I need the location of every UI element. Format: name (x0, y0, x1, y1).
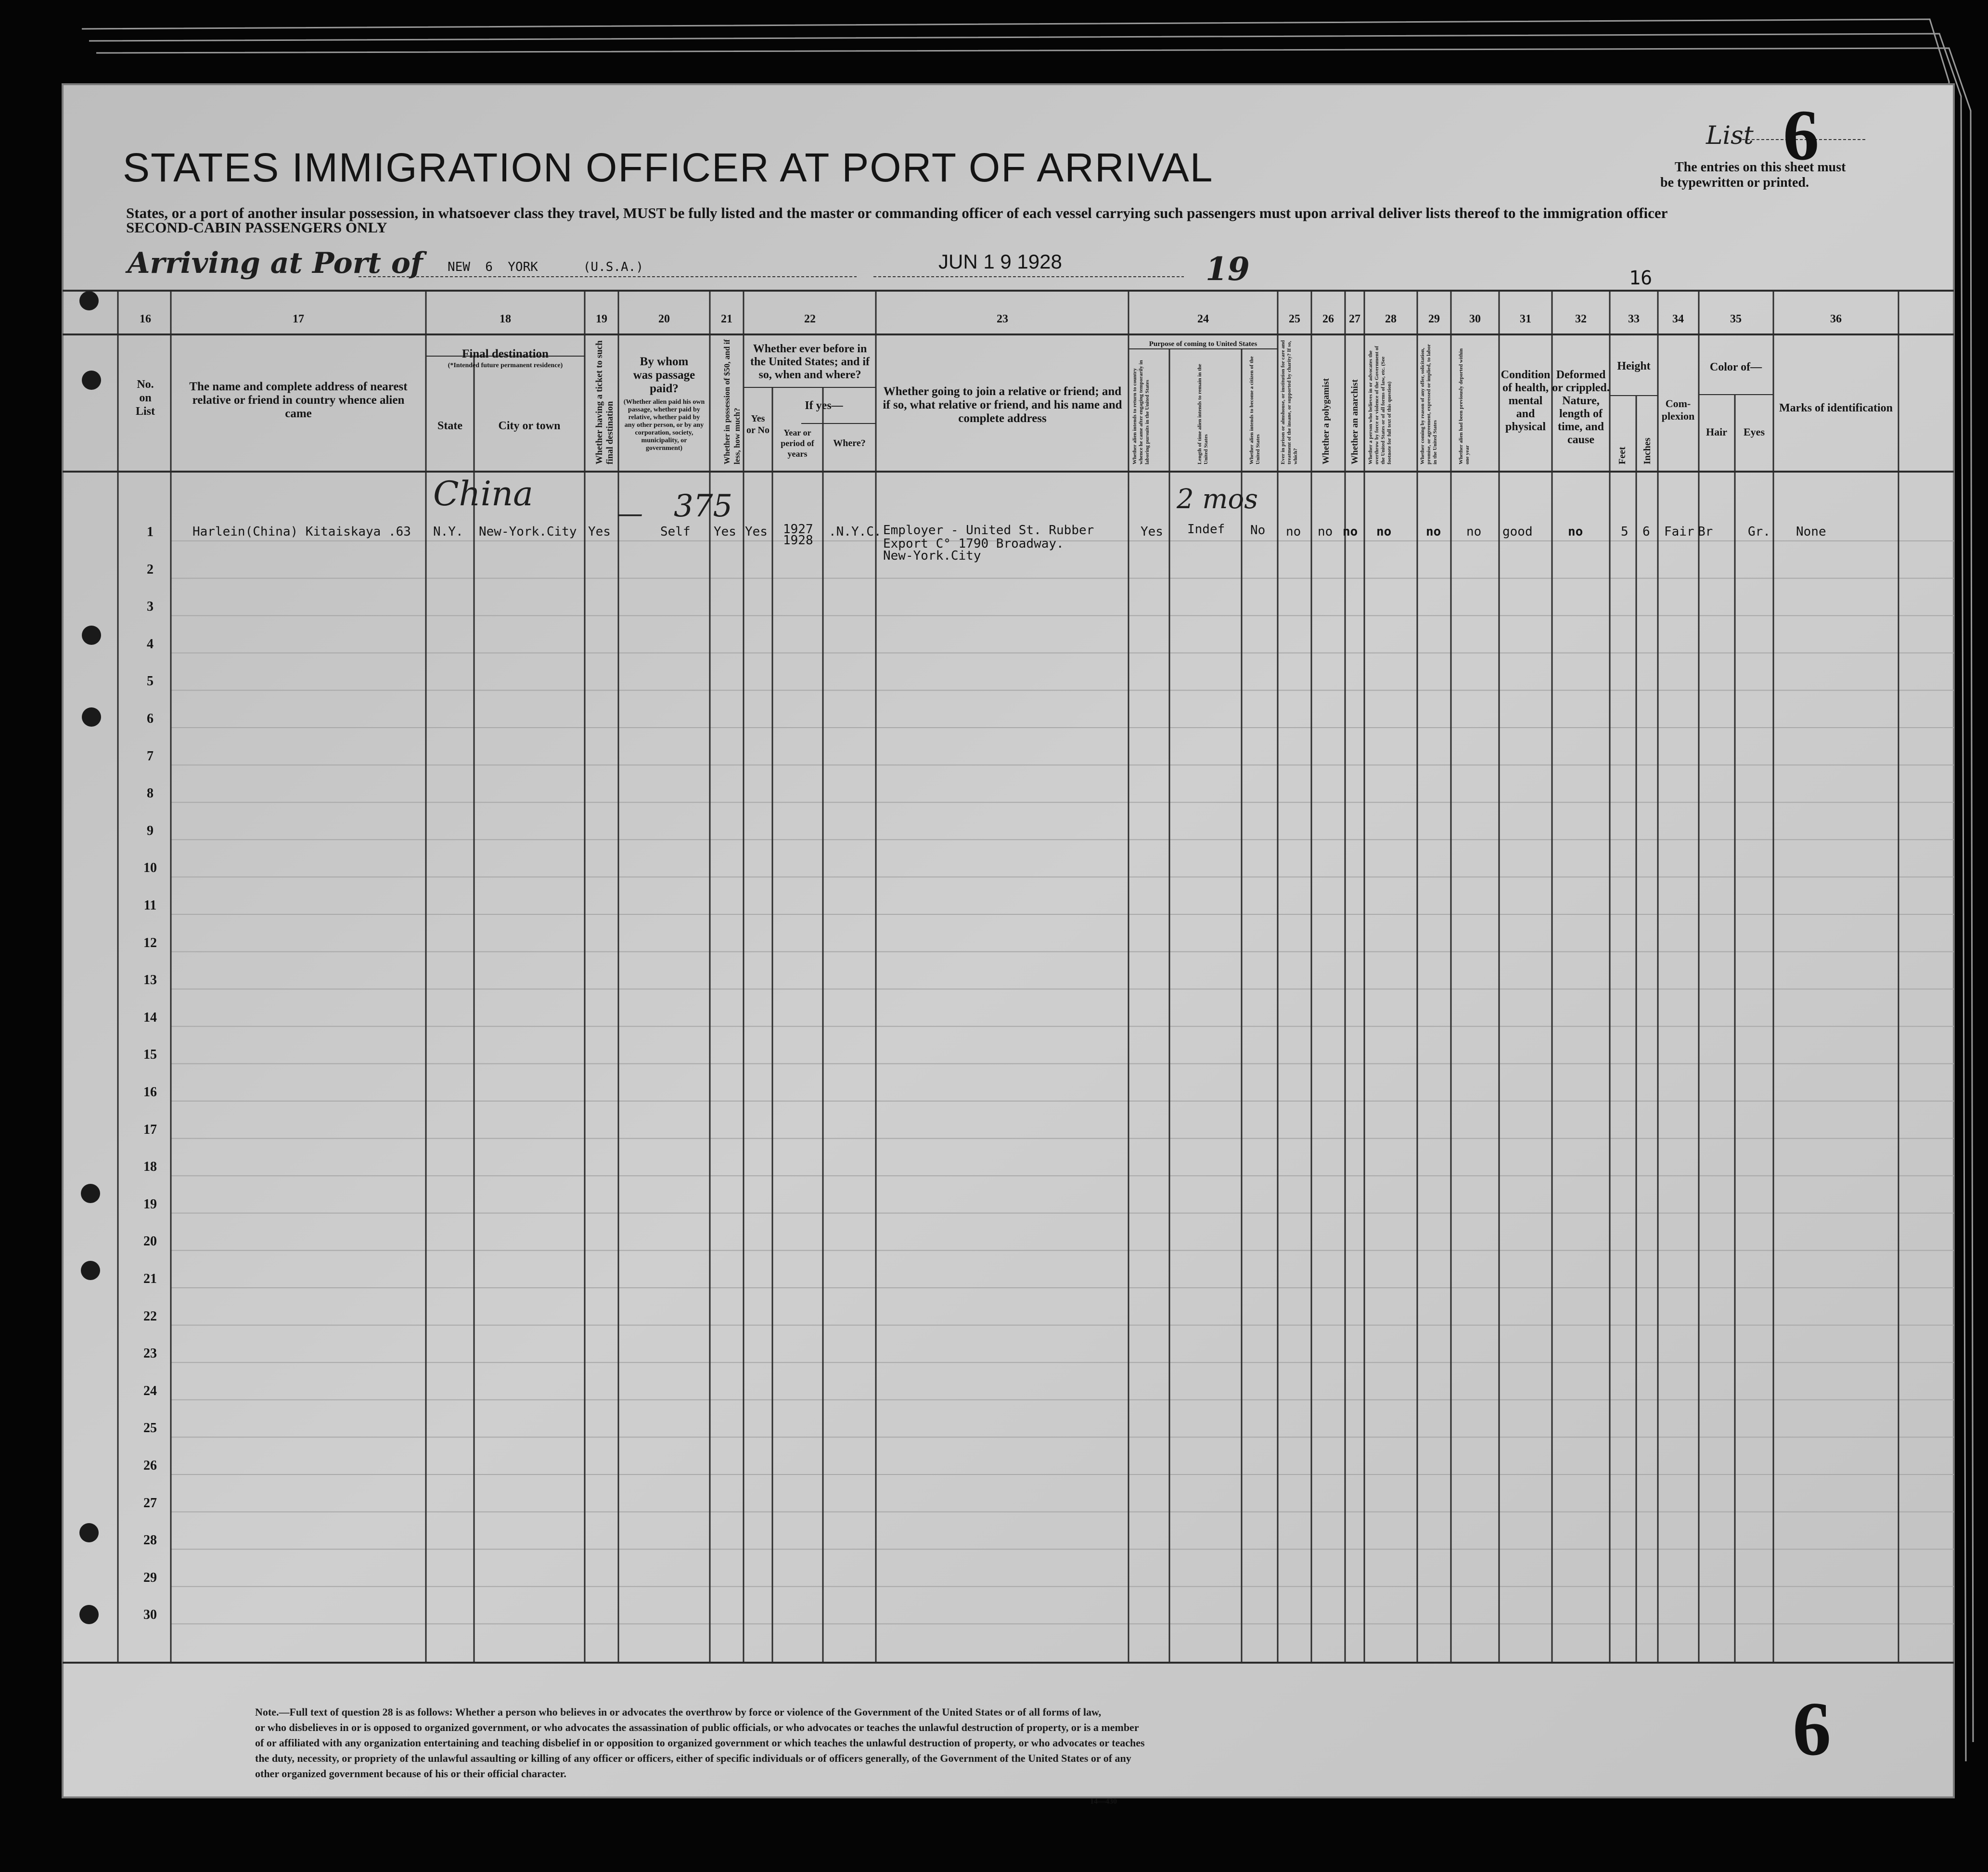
handwritten-dash: — (617, 498, 643, 528)
port-value: NEW 6 YORK (U.S.A.) (448, 260, 643, 274)
cell-relative: Harlein(China) Kitaiskaya .63 (192, 525, 411, 539)
row-number: 10 (143, 860, 157, 876)
footnote-line: of or affiliated with any organization entertaining and teaching disbelief in or opposition to organized government or which teaches the unlawful destruction of property, or who advocates or teaches (255, 1737, 1145, 1749)
row-number: 22 (143, 1308, 157, 1324)
header-no-on-list: No. on List (135, 378, 155, 418)
header-color-of: Color of— (1709, 361, 1762, 373)
header-state: State (437, 420, 462, 432)
column-number: 36 (1830, 313, 1842, 325)
cell-hair: Br (1698, 525, 1713, 539)
list-number: 6 (1783, 95, 1819, 175)
header-q29: Whether coming by reason of any offer, solicitation, promise, or agreement, expressed or implied, to labor in the United States (1420, 344, 1438, 464)
header-hair: Hair (1706, 426, 1727, 438)
year-prefix: 19 (1206, 250, 1250, 288)
row-number: 14 (143, 1010, 157, 1025)
cell-health: good (1502, 525, 1533, 539)
handwritten-two-mos: 2 mos (1177, 484, 1258, 515)
column-number: 34 (1672, 313, 1684, 325)
handwritten-amount: 375 (674, 488, 733, 524)
column-number: 16 (140, 313, 151, 325)
header-deformed: Deformed or crippled. Nature, length of time, and cause (1552, 369, 1610, 446)
header-if-yes: If yes— (805, 399, 843, 412)
header-q30: Whether alien had been previously deported within one year (1458, 348, 1470, 464)
row-number: 28 (143, 1533, 157, 1548)
header-ever-before: Whether ever before in the United States; and if so, when and where? (750, 343, 870, 381)
header-city: City or town (498, 420, 561, 432)
cell-return: Yes (1141, 525, 1163, 539)
row-number: 27 (143, 1495, 157, 1511)
cell-citizen: No (1250, 523, 1266, 538)
entries-note-2: be typewritten or printed. (1660, 175, 1809, 190)
form-title: STATES IMMIGRATION OFFICER AT PORT OF ARRIVAL (123, 145, 1214, 190)
form-subtitle: States, or a port of another insular possession, in whatsoever class they travel, MUST be fully listed and the master or commanding officer of each vessel carrying such passengers must upon arrival deliver lists thereof to the immigration officer (126, 205, 1668, 221)
row-number: 16 (143, 1085, 157, 1100)
paper-sheet (63, 84, 1954, 1797)
arriving-label: Arriving at Port of (128, 246, 423, 280)
cell-feet: 5 (1621, 525, 1629, 539)
header-q28: Whether a person who believes in or advocates the overthrow by force or violence of the Government of the United States or of all forms of law, etc. (See footnote for full text of this question) (1368, 346, 1392, 464)
header-polygamist: Whether a polygamist (1321, 378, 1331, 464)
column-number: 30 (1469, 313, 1481, 325)
row-number: 20 (143, 1234, 157, 1249)
row-number: 18 (143, 1159, 157, 1175)
footnote-line: Note.—Full text of question 28 is as follows: Whether a person who believes in or advocates the overthrow by force or violence of the Government of the United States or of all forms of law, (255, 1706, 1102, 1718)
date-stamp: JUN 1 9 1928 (938, 250, 1062, 273)
row-number: 23 (143, 1346, 157, 1361)
column-number: 23 (997, 313, 1008, 325)
row-number: 15 (143, 1047, 157, 1063)
cell-paid-by: Self (660, 525, 691, 539)
cell-ever-before: Yes (745, 525, 768, 539)
column-number: 33 (1628, 313, 1640, 325)
header-final-destination-note: (*Intended future permanent residence) (448, 362, 563, 369)
header-eyes: Eyes (1744, 426, 1765, 438)
cell-joining-3: New-York.City (883, 549, 981, 563)
footnote-line: the duty, necessity, or propriety of the unlawful assaulting or killing of any officer or officers, either of specific individuals or of officers generally, of the Government of the United States or of any (255, 1752, 1131, 1764)
row-number: 5 (147, 674, 154, 689)
header-purpose-length: Length of time alien intends to remain in the United States (1197, 364, 1209, 464)
cell-years-1: 1927 (783, 522, 813, 537)
row-number: 4 (147, 636, 154, 652)
column-number: 31 (1520, 313, 1531, 325)
cell-q30: no (1466, 525, 1482, 539)
row-number: 26 (143, 1458, 157, 1473)
header-inches: Inches (1642, 437, 1653, 464)
row-number: 7 (147, 748, 154, 764)
cell-anarchist: no (1343, 525, 1358, 539)
cell-polygamist: no (1318, 525, 1333, 539)
list-label: List (1706, 121, 1754, 150)
row-number: 8 (147, 786, 154, 801)
cell-possession: Yes (714, 525, 736, 539)
header-anarchist: Whether an anarchist (1350, 379, 1360, 464)
column-number: 19 (596, 313, 607, 325)
header-where: Where? (833, 438, 866, 449)
header-complexion: Com- plexion (1661, 397, 1695, 422)
header-health: Condition of health, mental and physical (1501, 369, 1551, 433)
column-number: 26 (1322, 313, 1334, 325)
row-number: 3 (147, 599, 154, 615)
header-purpose-citizen: Whether alien intends to become a citizen of the United States (1249, 356, 1261, 464)
cell-eyes: Gr. (1748, 525, 1770, 539)
handwritten-china: China (433, 474, 533, 513)
cell-joining-2: Export C° 1790 Broadway. (883, 537, 1064, 551)
header-yes-or-no: Yes or No (746, 413, 770, 436)
column-number: 20 (658, 313, 670, 325)
column-number: 18 (500, 313, 511, 325)
column-number: 24 (1197, 313, 1209, 325)
cell-q29: no (1426, 525, 1441, 539)
row-number: 17 (143, 1122, 157, 1137)
header-ticket: Whether having a ticket to such final destination (594, 340, 615, 464)
column-number: 35 (1730, 313, 1742, 325)
row-number: 13 (143, 973, 157, 988)
row-number: 12 (143, 935, 157, 950)
header-feet: Feet (1617, 447, 1628, 464)
row-number: 9 (147, 823, 154, 838)
column-number: 22 (804, 313, 816, 325)
column-number: 27 (1349, 313, 1360, 325)
header-height: Height (1617, 360, 1651, 372)
cell-where: .N.Y.C. (829, 525, 882, 539)
page-number: 6 (1793, 1686, 1831, 1771)
header-marks: Marks of identification (1779, 402, 1893, 414)
header-possession: Whether in possession of $50, and if less, how much? (722, 339, 742, 464)
row-number: 21 (143, 1271, 157, 1286)
row-number: 1 (147, 525, 154, 539)
cell-marks: None (1796, 525, 1826, 539)
class-line: SECOND-CABIN PASSENGERS ONLY (126, 219, 387, 236)
footnote-line: other organized government because of his or their official character. (255, 1768, 566, 1780)
row-number: 2 (147, 562, 154, 577)
cell-prison: no (1286, 525, 1301, 539)
row-number: 19 (143, 1196, 157, 1212)
header-passage-paid: By whom was passage paid? (633, 355, 695, 395)
header-relative: The name and complete address of nearest relative or friend in country whence alien came (189, 380, 408, 420)
cell-deformed: no (1568, 525, 1583, 539)
header-purpose-return: Whether alien intends to return to country whence he came after engaging temporarily in laboring pursuits in the United States (1132, 360, 1150, 464)
row-number: 25 (143, 1421, 157, 1436)
form-number: 14—430 (1090, 1797, 1117, 1806)
cell-ticket: Yes (588, 525, 611, 539)
column-number: 21 (721, 313, 732, 325)
row-number: 29 (143, 1570, 157, 1585)
cell-length: Indef (1187, 522, 1225, 537)
column-number: 32 (1575, 313, 1587, 325)
number-16: 16 (1629, 267, 1653, 289)
entries-note-1: The entries on this sheet must (1675, 160, 1846, 175)
header-year-period: Year or period of years (781, 428, 814, 459)
row-number: 11 (143, 898, 157, 913)
column-number: 17 (293, 313, 304, 325)
header-prison: Ever in prison or almshouse, or institution for care and treatment of the insane, or supported by charity? If so, which? (1280, 340, 1298, 464)
cell-state: N.Y. (433, 525, 463, 539)
cell-city: New-York.City (479, 525, 577, 539)
row-number: 30 (143, 1607, 157, 1623)
footnote-line: or who disbelieves in or is opposed to organized government, or who advocates the assassination of public officials, or who advocates or teaches the unlawful destruction of property, or is a member (255, 1721, 1139, 1733)
cell-years-2: 1928 (783, 533, 813, 548)
row-number: 6 (147, 711, 154, 726)
cell-q28: no (1376, 525, 1392, 539)
column-number: 25 (1289, 313, 1300, 325)
column-number: 29 (1428, 313, 1440, 325)
cell-joining-1: Employer - United St. Rubber (883, 523, 1094, 538)
cell-complexion: Fair (1664, 525, 1694, 539)
header-purpose: Purpose of coming to United States (1149, 340, 1257, 348)
header-joining: Whether going to join a relative or friend; and if so, what relative or friend, and his name and complete address (883, 385, 1122, 425)
column-number: 28 (1385, 313, 1397, 325)
header-passage-paid-note: (Whether alien paid his own passage, whether paid by relative, whether paid by any other person, or by any corporation, society, municipality, or government) (623, 398, 705, 452)
header-final-destination: Final destination (462, 347, 549, 360)
row-number: 24 (143, 1383, 157, 1398)
cell-inches: 6 (1642, 525, 1650, 539)
